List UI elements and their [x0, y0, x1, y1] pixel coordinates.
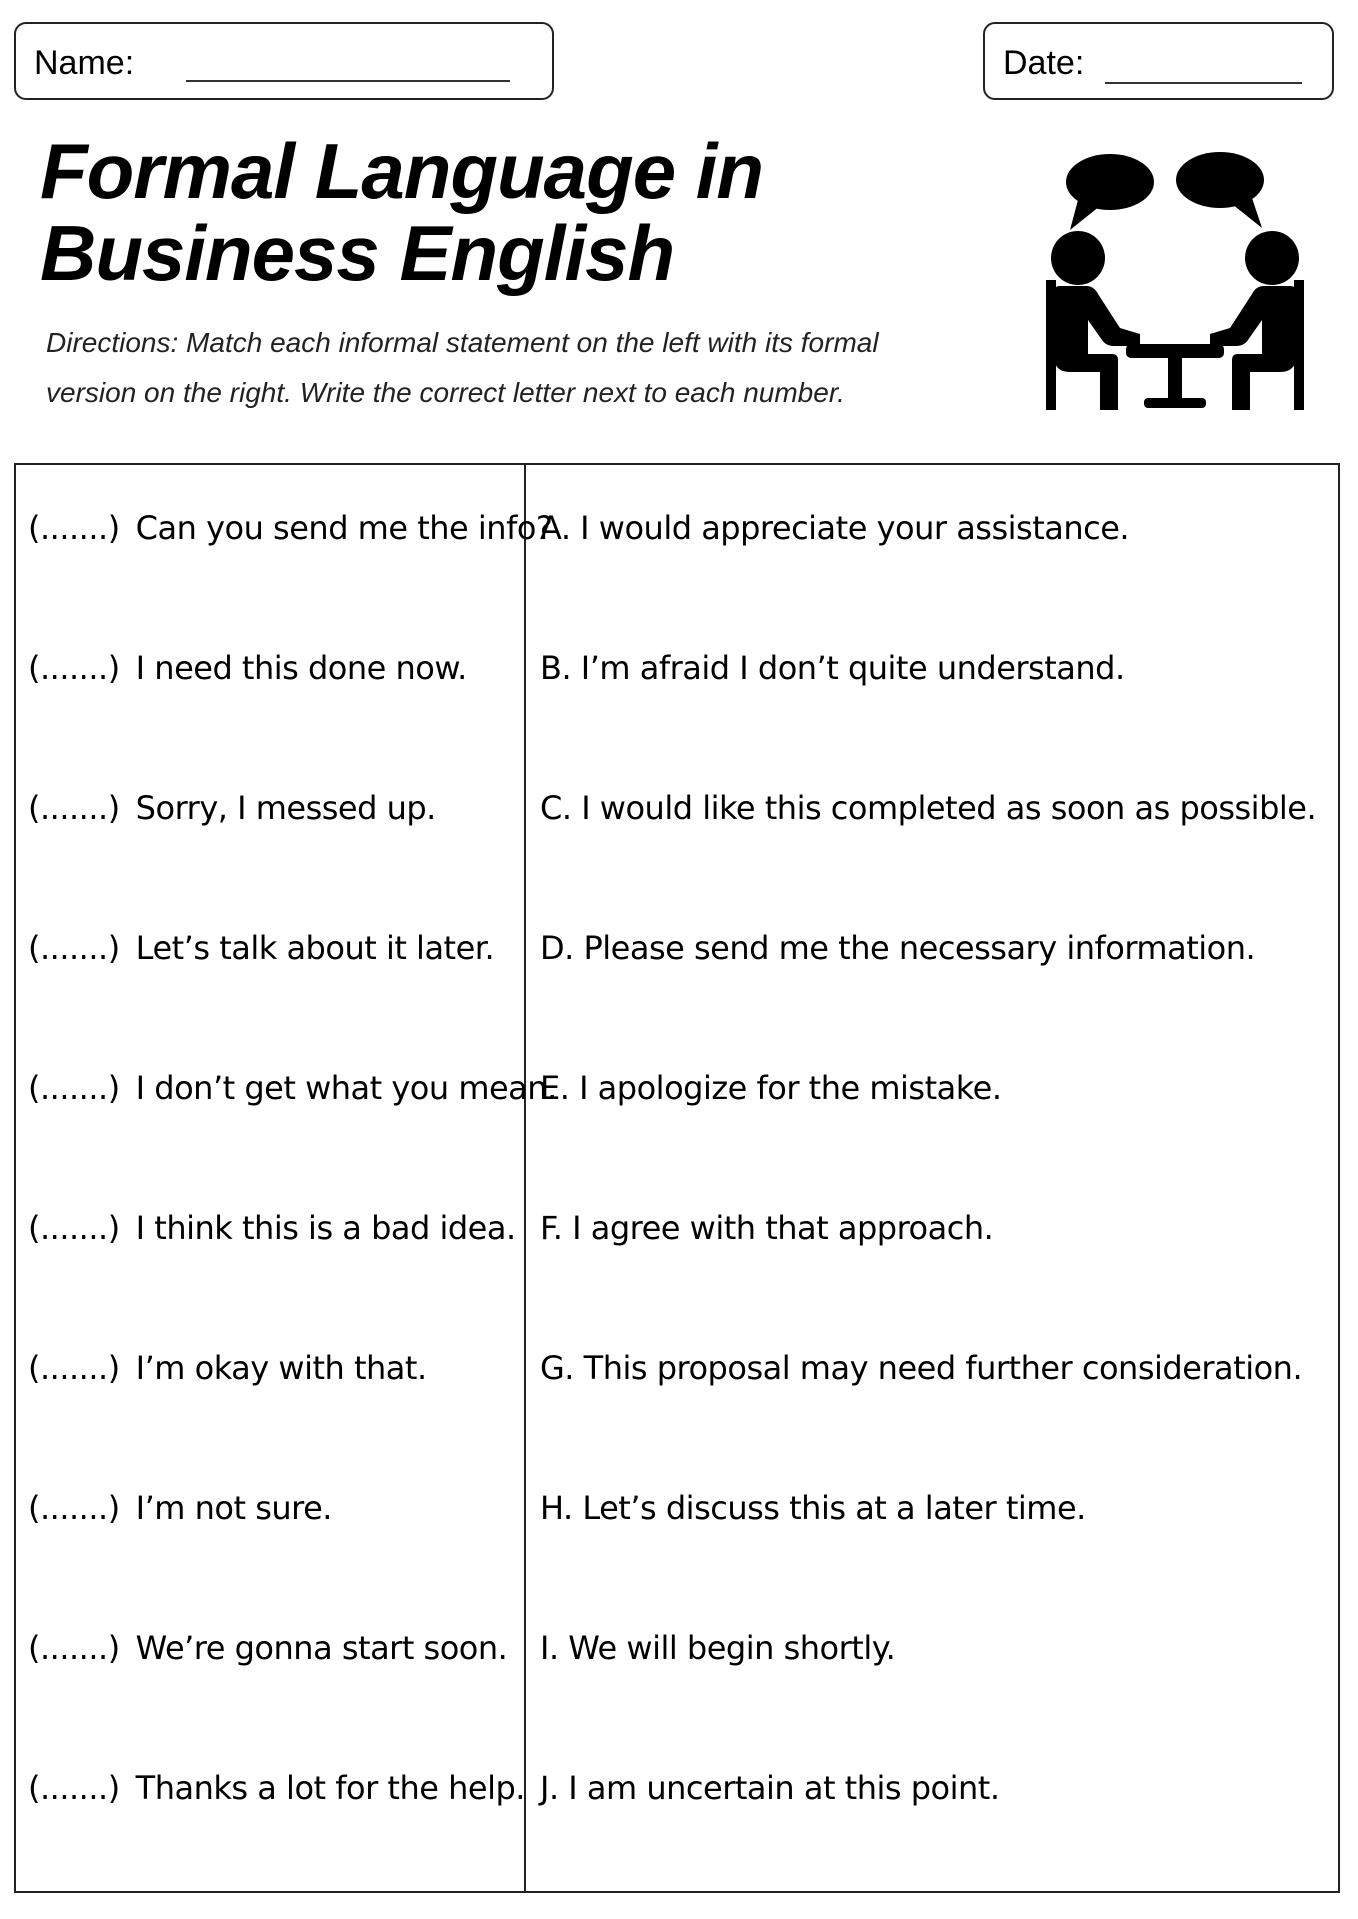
answer-blank-3[interactable]: (.......) — [28, 789, 120, 827]
answer-blank-10[interactable]: (.......) — [28, 1769, 120, 1807]
answer-blank-4[interactable]: (.......) — [28, 929, 120, 967]
informal-item-1 — [28, 508, 552, 548]
directions — [46, 318, 1006, 418]
name-label: Name: — [34, 44, 135, 82]
title-line-1: Formal Language in — [40, 127, 764, 215]
formal-option-e: E. I apologize for the mistake. — [540, 1069, 1002, 1107]
answer-blank-9[interactable]: (.......) — [28, 1629, 120, 1667]
informal-item-8 — [28, 1488, 332, 1528]
formal-option-j: J. I am uncertain at this point. — [540, 1769, 1000, 1807]
informal-text-4: Let’s talk about it later. — [135, 929, 495, 967]
informal-item-9 — [28, 1628, 507, 1668]
formal-option-d: D. Please send me the necessary information. — [540, 929, 1256, 967]
answer-blank-2[interactable]: (.......) — [28, 649, 120, 687]
formal-option-b: B. I’m afraid I don’t quite understand. — [540, 649, 1125, 687]
matching-table — [14, 463, 1340, 1893]
informal-text-5: I don’t get what you mean. — [135, 1069, 557, 1107]
informal-text-10: Thanks a lot for the help. — [135, 1769, 525, 1807]
page-title — [40, 127, 764, 297]
name-box — [14, 22, 554, 100]
answer-blank-1[interactable]: (.......) — [28, 509, 120, 547]
title-line-2: Business English — [40, 209, 675, 297]
informal-item-7 — [28, 1348, 427, 1388]
informal-item-5 — [28, 1068, 557, 1108]
answer-blank-7[interactable]: (.......) — [28, 1349, 120, 1387]
meeting-icon — [1040, 150, 1310, 410]
date-line[interactable] — [1105, 82, 1302, 84]
informal-item-2 — [28, 648, 467, 688]
informal-text-9: We’re gonna start soon. — [135, 1629, 508, 1667]
answer-blank-8[interactable]: (.......) — [28, 1489, 120, 1527]
formal-option-h: H. Let’s discuss this at a later time. — [540, 1489, 1086, 1527]
informal-text-8: I’m not sure. — [135, 1489, 332, 1527]
column-divider — [524, 465, 526, 1891]
informal-item-4 — [28, 928, 494, 968]
formal-option-g: G. This proposal may need further consideration. — [540, 1349, 1303, 1387]
informal-item-10 — [28, 1768, 525, 1808]
directions-line-2: version on the right. Write the correct letter next to each number. — [46, 377, 845, 408]
name-line[interactable] — [186, 80, 510, 82]
formal-option-c: C. I would like this completed as soon as possible. — [540, 789, 1317, 827]
date-box — [983, 22, 1334, 100]
formal-option-i: I. We will begin shortly. — [540, 1629, 896, 1667]
formal-option-a: A. I would appreciate your assistance. — [540, 509, 1130, 547]
formal-option-f: F. I agree with that approach. — [540, 1209, 994, 1247]
answer-blank-6[interactable]: (.......) — [28, 1209, 120, 1247]
informal-text-2: I need this done now. — [135, 649, 467, 687]
informal-item-6 — [28, 1208, 516, 1248]
directions-line-1: Directions: Match each informal statement on the left with its formal — [46, 327, 879, 358]
informal-text-3: Sorry, I messed up. — [135, 789, 436, 827]
informal-text-6: I think this is a bad idea. — [135, 1209, 516, 1247]
answer-blank-5[interactable]: (.......) — [28, 1069, 120, 1107]
informal-text-1: Can you send me the info? — [135, 509, 553, 547]
informal-text-7: I’m okay with that. — [135, 1349, 427, 1387]
informal-item-3 — [28, 788, 436, 828]
date-label: Date: — [1003, 44, 1085, 82]
